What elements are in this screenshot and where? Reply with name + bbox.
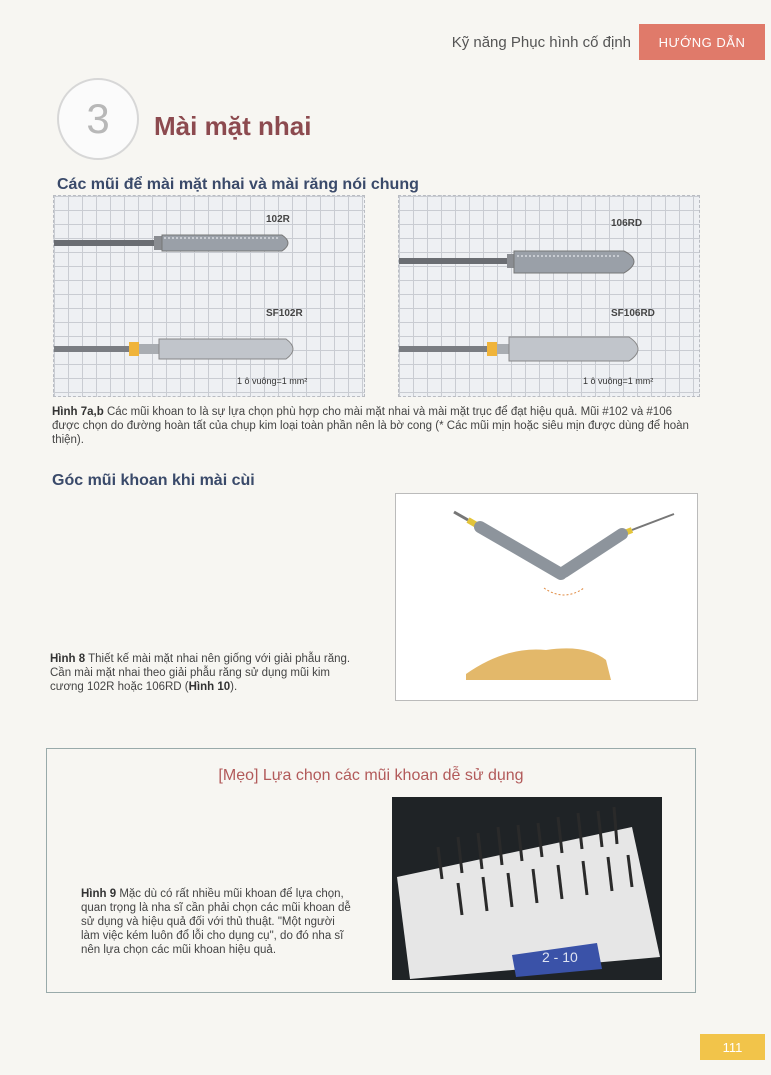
- figure-7-caption-text: Các mũi khoan to là sự lựa chọn phù hợp cho mài mặt nhai và mài mặt trục để đạt hiệu quả. Mũi #102 và #106 được chọn do đường hoàn tất của chụp kim loại toàn phần nên là bờ cong (* Các mũi mịn hoặc siêu mịn được dùng để hoàn thiện).: [52, 406, 689, 446]
- figure-8-caption: [50, 652, 355, 694]
- block-label: 2 - 10: [542, 949, 578, 965]
- figure-8-caption-ref: Hình 10: [188, 681, 231, 693]
- figure-7b: [398, 195, 700, 397]
- figure-7-caption: [52, 405, 702, 447]
- figure-8-caption-text: Thiết kế mài mặt nhai nên giống với giải phẫu răng. Cần mài mặt nhai theo giải phẫu răng sử dụng mũi kim cương 102R hoặc 106RD (: [50, 653, 351, 693]
- section-number: 3: [57, 78, 139, 160]
- running-header: Kỹ năng Phục hình cố định: [451, 34, 631, 51]
- figure-8-caption-end: ).: [230, 681, 238, 693]
- bur-106rd-illustration: [399, 196, 699, 396]
- figure-7-caption-lead: Hình 7a,b: [52, 406, 104, 418]
- bur-angle-illustration: [396, 494, 697, 700]
- page-number: 111: [700, 1034, 765, 1060]
- figure-7a: [53, 195, 365, 397]
- figure-9-caption-lead: Hình 9: [81, 888, 117, 900]
- bur-block-illustration: [392, 797, 662, 980]
- scale-note-right: 1 ô vuông=1 mm²: [583, 376, 654, 386]
- figure-9-caption-text: Mặc dù có rất nhiều mũi khoan để lựa chọn, quan trọng là nha sĩ cần phải chọn các mũi khoan dễ sử dụng và hiệu quả đối với thủ thuật. "Một người làm việc kém luôn đổ lỗi cho dụng cụ", do đó nha sĩ nên lựa chọn các mũi khoan hiệu quả.: [81, 888, 351, 956]
- label-sf102r: SF102R: [266, 308, 303, 319]
- header-badge: HƯỚNG DẪN: [639, 24, 765, 60]
- figure-8-caption-lead: Hình 8: [50, 653, 86, 665]
- figure-9-caption: [81, 887, 356, 957]
- figure-9-photo: [392, 797, 662, 980]
- scale-note-left: 1 ô vuông=1 mm²: [237, 376, 308, 386]
- subtitle-burs: Các mũi để mài mặt nhai và mài răng nói chung: [57, 176, 419, 193]
- section-title: Mài mặt nhai: [154, 111, 312, 141]
- label-106rd: 106RD: [611, 218, 643, 229]
- label-sf106rd: SF106RD: [611, 308, 655, 319]
- figure-8-photo: [395, 493, 698, 701]
- tip-box: [46, 748, 696, 993]
- bur-102r-illustration: [54, 196, 364, 396]
- subtitle-angle: Góc mũi khoan khi mài cùi: [52, 472, 255, 489]
- tip-title: [Mẹo] Lựa chọn các mũi khoan dễ sử dụng: [218, 767, 524, 784]
- label-102r: 102R: [266, 214, 290, 225]
